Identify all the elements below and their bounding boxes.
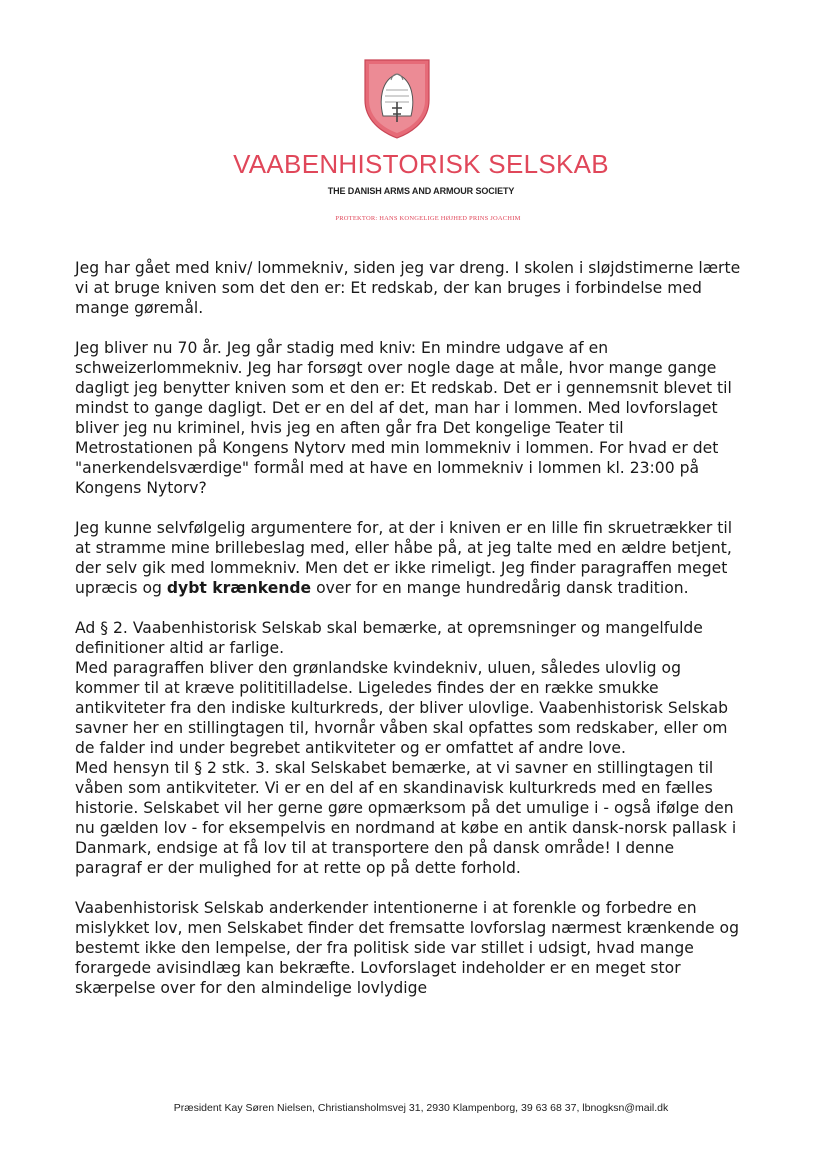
organization-subtitle: THE DANISH ARMS AND ARMOUR SOCIETY xyxy=(327,186,515,196)
paragraph-age-70: Jeg bliver nu 70 år. Jeg går stadig med kniv: En mindre udgave af en schweizerlommekniv. Jeg har forsøgt over nogle dage at måle, hvor mange gange dagligt jeg benytter kniven som et den er: Et redskab. Det er i gennemsnit blevet til mindst to gange dagligt. Det er en del af det, man har i lommen. Med lovforslaget bliver jeg nu kriminel, hvis jeg en aften går fra Det kongelige Teater til Metrostationen på Kongens Nytorv med min lommekniv i lommen. For hvad er det "anerkendelsværdige" formål med at have en lommekniv i lommen kl. 23:00 på Kongens Nytorv? xyxy=(75,339,732,497)
footer-contact: Præsident Kay Søren Nielsen, Christiansholmsvej 31, 2930 Klampenborg, 39 63 68 37, lbnogksn@mail.dk xyxy=(173,1102,669,1114)
emphasis-text: dybt krænkende xyxy=(166,579,312,597)
organization-name: VAABENHISTORISK SELSKAB xyxy=(233,149,609,179)
letter-body xyxy=(75,258,745,998)
paragraph-argument-text: Jeg kunne selvfølgelig argumentere for, at der i kniven er en lille fin skruetrækker til at stramme mine brillebeslag med, eller håbe på, at jeg talte med en ældre betjent, der selv gik med lommekniv. Men det er ikke rimeligt. Jeg finder paragraffen meget upræcis og xyxy=(75,519,733,597)
paragraph-conclusion: Vaabenhistorisk Selskab anderkender intentionerne i at forenkle og forbedre en mislykket lov, men Selskabet finder det fremsatte lovforslag nærmest krænkende og bestemt ikke den lempelse, der fra politisk side var stillet i udsigt, hvad mange forargede avisindlæg kan bekræfte. Lovforslaget indeholder er en meget stor skærpelse over for den almindelige lovlydige xyxy=(75,899,739,997)
protector-line: PROTEKTOR: HANS KONGELIGE HØJHED PRINS JOACHIM xyxy=(335,215,521,222)
paragraph-argument xyxy=(75,518,745,598)
shield-helmet-crest-icon xyxy=(361,56,433,140)
paragraph-argument-end: over for en mange hundredårig dansk tradition. xyxy=(311,579,689,597)
paragraph-knife-since-childhood: Jeg har gået med kniv/ lommekniv, siden jeg var dreng. I skolen i sløjdstimerne lærte vi at bruge kniven som det den er: Et redskab, der kan bruges i forbindelse med mange gøremål. xyxy=(75,259,741,317)
paragraph-antiques: Med hensyn til § 2 stk. 3. skal Selskabet bemærke, at vi savner en stillingtagen til våben som antikviteter. Vi er en del af en skandinavisk kulturkreds med en fælles historie. Selskabet vil her gerne gøre opmærksom på det umulige i - også ifølge den nu gælden lov - for eksempelvis en nordmand at købe en antik dansk-norsk pallask i Danmark, endsige at få lov til at transportere den på dansk område! I denne paragraf er der mulighed for at rette op på dette forhold. xyxy=(75,759,737,877)
paragraph-ulu: Med paragraffen bliver den grønlandske kvindekniv, uluen, således ulovlig og kommer til at kræve polititilladelse. Ligeledes findes der en række smukke antikviteter fra den indiske kulturkreds, der bliver ulovlige. Vaabenhistorisk Selskab savner her en stillingtagen til, hvornår våben skal opfattes som redskaber, eller om de falder ind under begrebet antikviteter og er omfattet af andre love. xyxy=(75,659,729,757)
paragraph-section-2: Ad § 2. Vaabenhistorisk Selskab skal bemærke, at opremsninger og mangelfulde definitioner altid ar farlige. xyxy=(75,619,703,657)
